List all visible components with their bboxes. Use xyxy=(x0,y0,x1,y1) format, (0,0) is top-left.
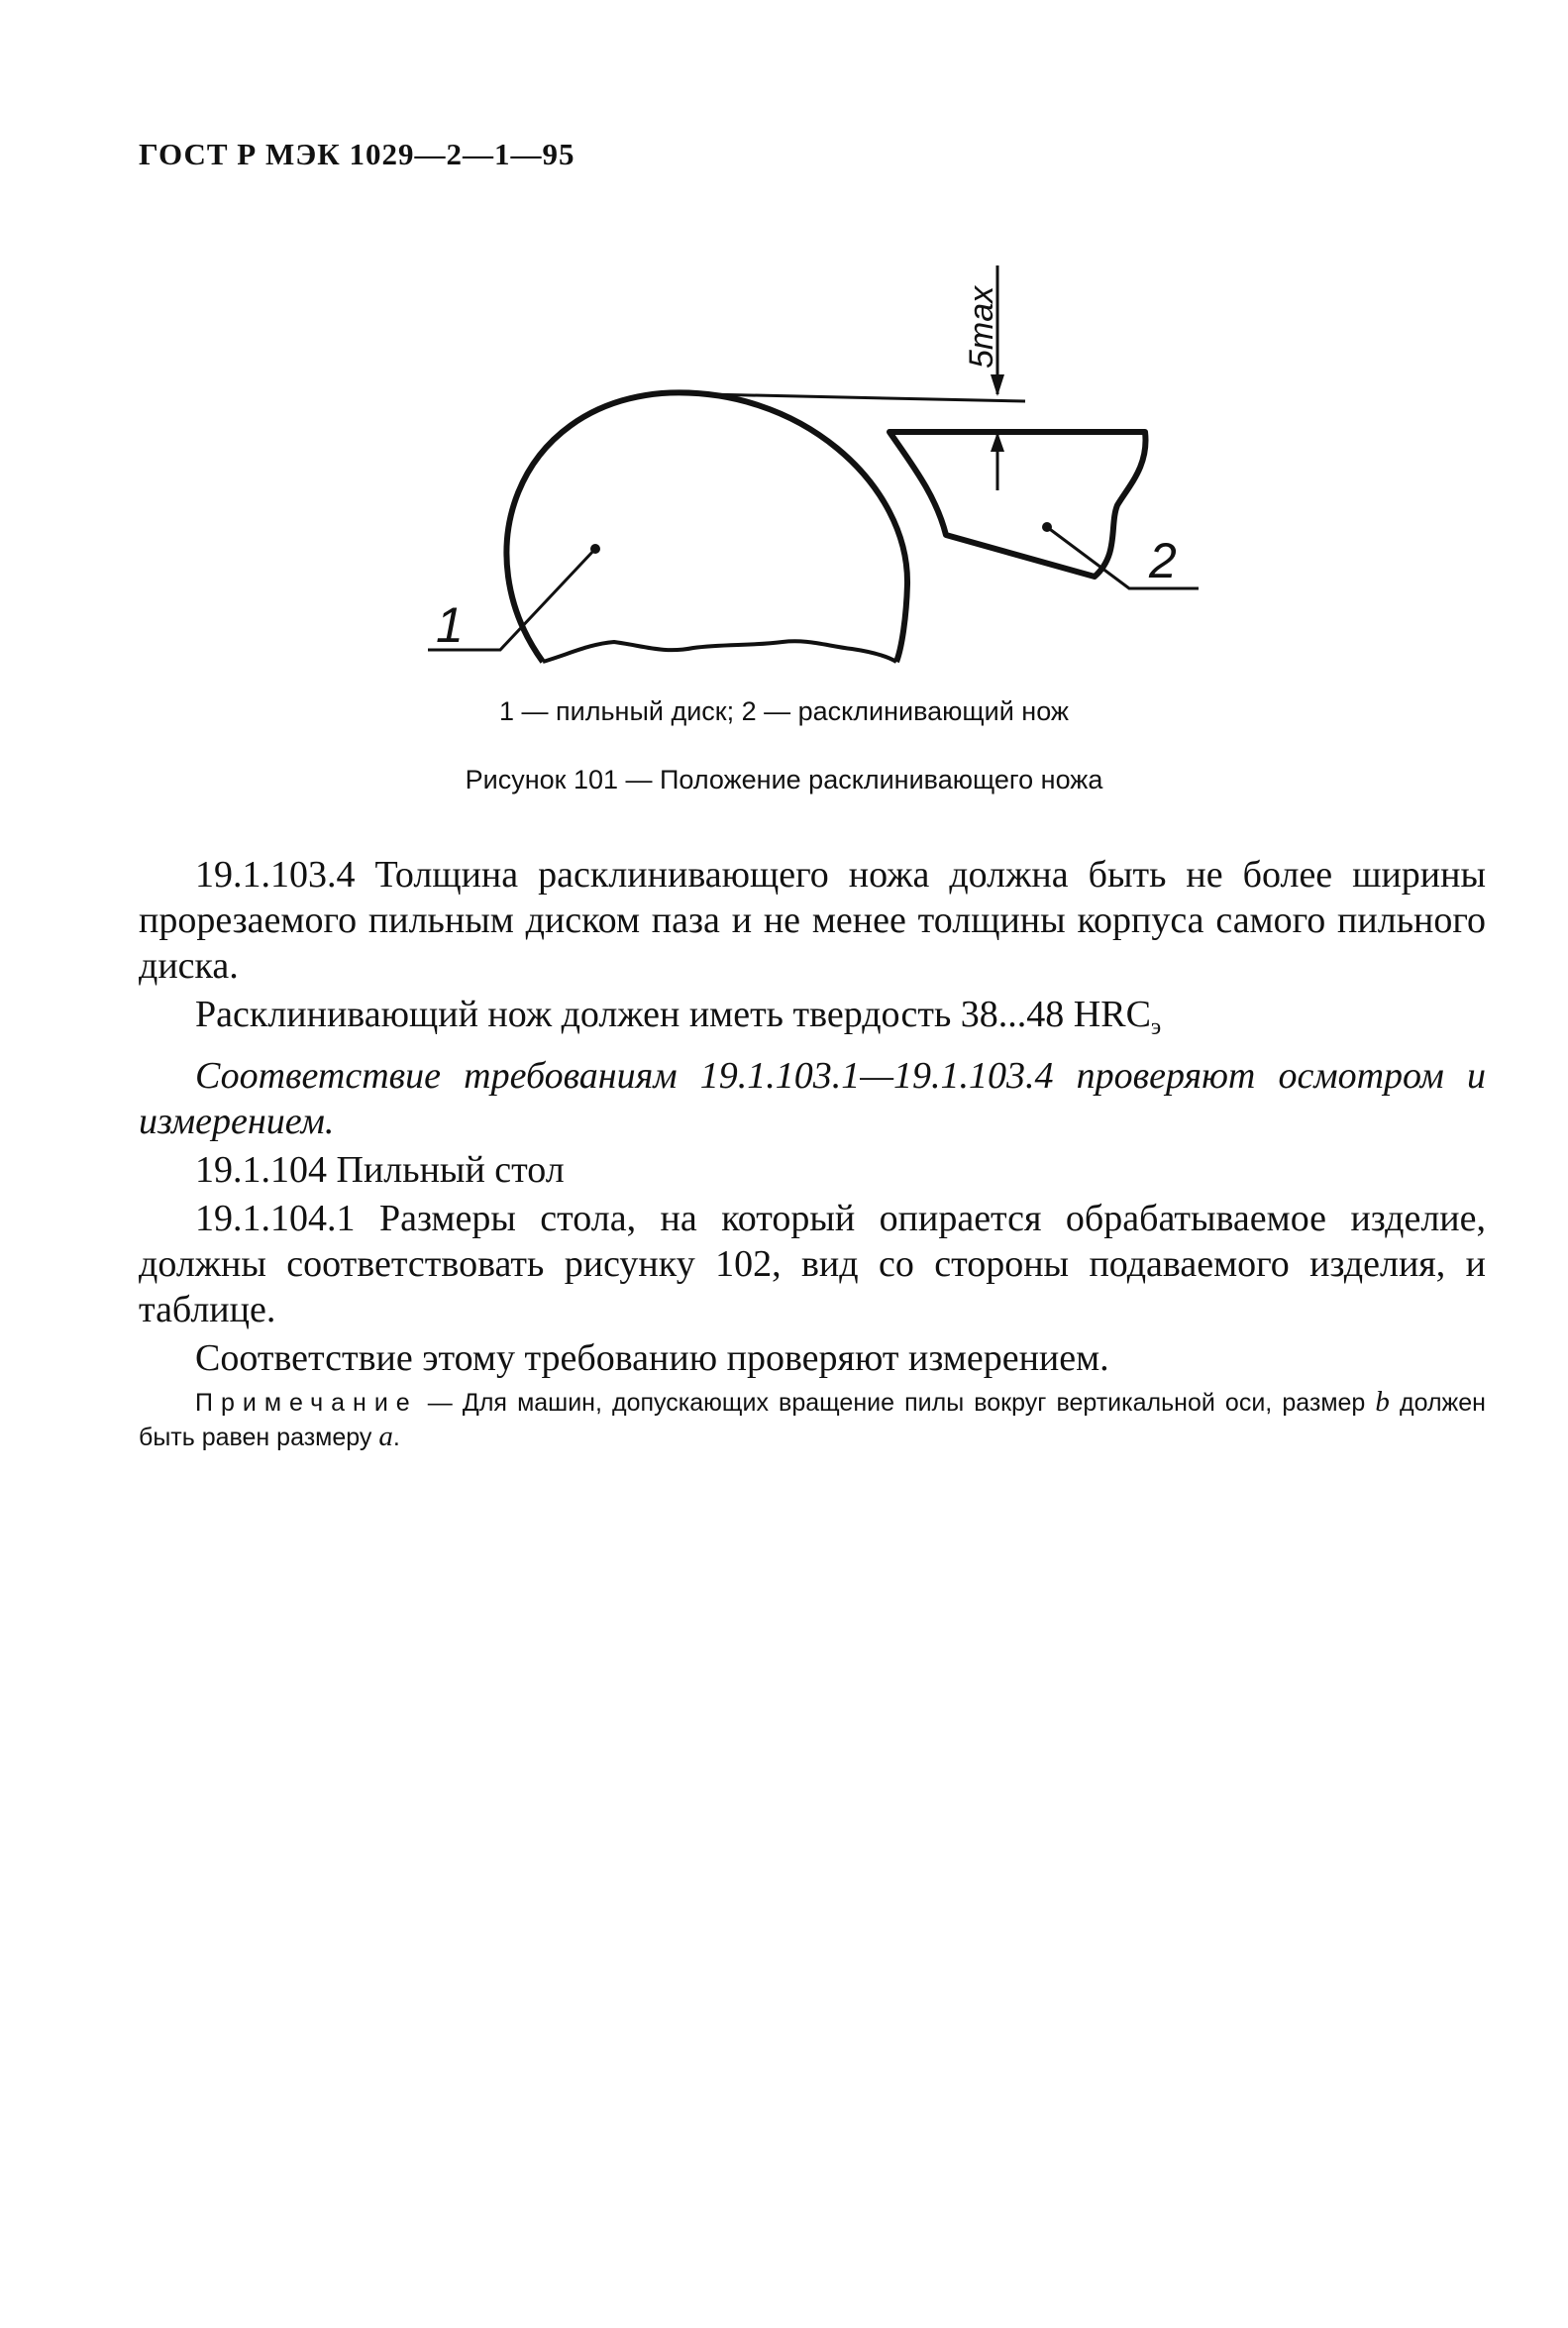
note-text-3: . xyxy=(392,1424,400,1451)
riving-knife-outline xyxy=(889,432,1146,577)
arrow-down-icon xyxy=(991,374,1004,396)
figure-101-riving-knife-diagram xyxy=(0,0,1568,812)
paragraph-text: 19.1.103.4 Толщина расклинивающего ножа должна быть не более ширины прорезаемого пильным диском паза и не менее толщины корпуса самого пильного диска. xyxy=(139,854,1486,987)
paragraph-19-1-103-4 xyxy=(139,852,1486,989)
paragraph-compliance-check: Соответствие требованиям 19.1.103.1—19.1.103.4 проверяют осмотром и измерением. xyxy=(139,1055,1486,1142)
body-text xyxy=(139,852,1486,1454)
hardness-subscript: э xyxy=(1150,1014,1162,1040)
dimension-label: 5max xyxy=(963,285,1000,369)
note-var-a: a xyxy=(378,1421,393,1452)
note-var-b: b xyxy=(1375,1386,1390,1418)
paragraph-19-1-104-1: 19.1.104.1 Размеры стола, на который опирается обрабатываемое изделие, должны соответствовать рисунку 102, вид со стороны подаваемого изделия, и таблице. xyxy=(139,1198,1486,1330)
paragraph-measurement-check: Соответствие этому требованию проверяют измерением. xyxy=(195,1337,1109,1379)
saw-disc-outline xyxy=(506,392,907,662)
paragraph-hardness xyxy=(139,992,1486,1050)
figure-legend: 1 — пильный диск; 2 — расклинивающий нож xyxy=(499,696,1069,726)
note-text-1: — Для машин, допускающих вращение пилы вокруг вертикальной оси, размер xyxy=(417,1389,1376,1417)
section-heading-19-1-104: 19.1.104 Пильный стол xyxy=(195,1149,565,1191)
figure-caption: Рисунок 101 — Положение расклинивающего ножа xyxy=(465,765,1103,794)
hardness-text: Расклинивающий нож должен иметь твердость 38...48 HRC xyxy=(195,994,1151,1035)
label-2: 2 xyxy=(1149,533,1177,588)
note xyxy=(139,1385,1486,1454)
page-header: ГОСТ Р МЭК 1029—2—1—95 xyxy=(139,137,575,171)
note-text-2: должен быть равен размеру xyxy=(139,1389,1486,1451)
note-label: Примечание xyxy=(195,1389,418,1417)
label-1: 1 xyxy=(436,597,464,653)
saw-disc-break-line xyxy=(543,641,896,662)
